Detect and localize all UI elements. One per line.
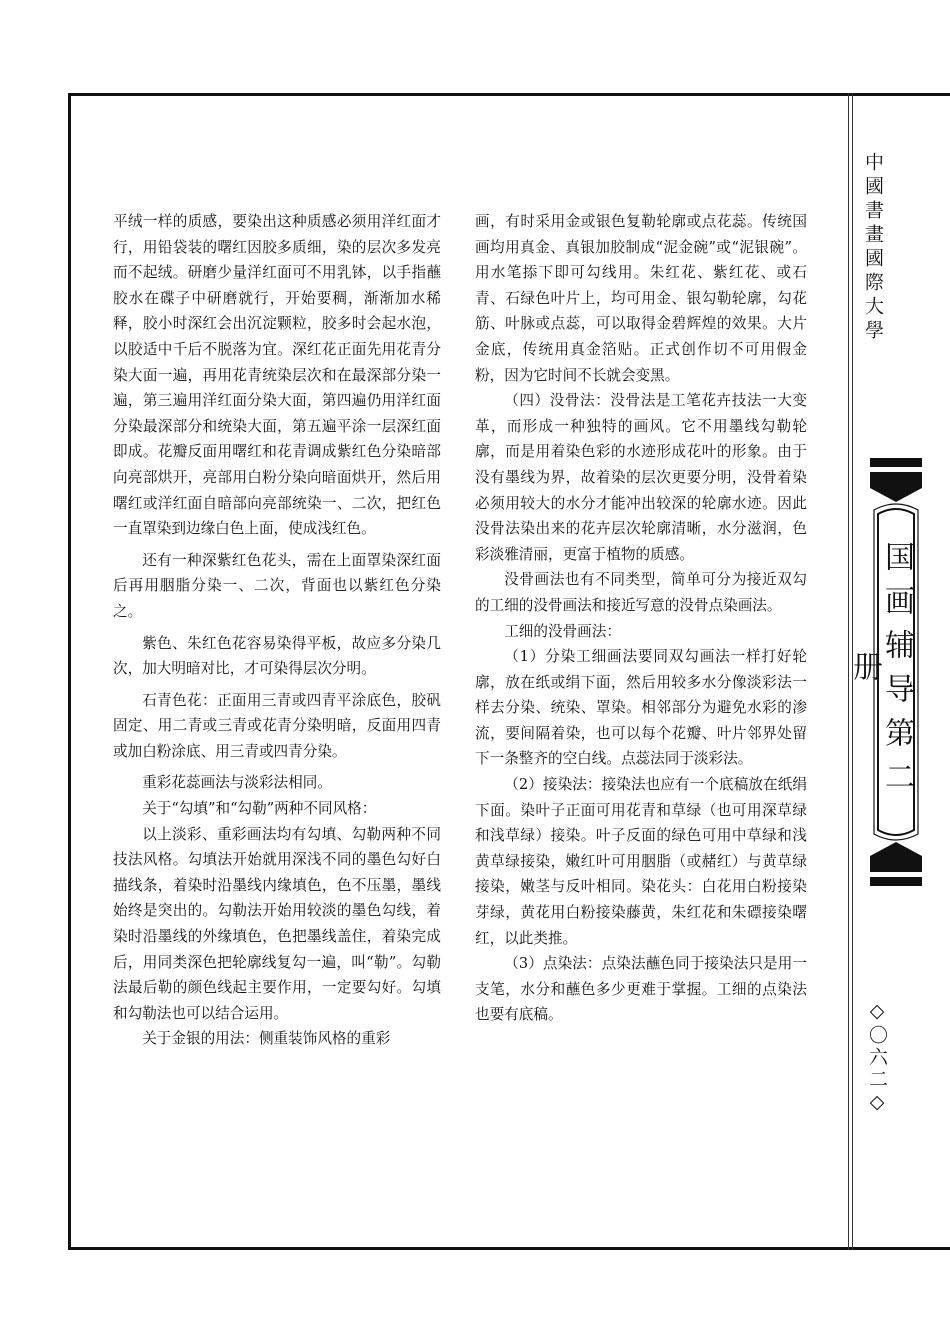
right-paragraph-6: （2）接染法：接染法也应有一个底稿放在纸绢下面。染叶子正面可用花青和草绿（也可用深草绿和浅草绿）接染。叶子反面的绿色可用中草绿和浅黄草绿接染，嫩红叶可用胭脂（或赭红）与黄草绿接染，嫩茎与反叶相同。染花头：白花用白粉接染芽绿，黄花用白粉接染藤黄，朱红花和朱磦接染曙红，以此类推。 [475, 776, 807, 947]
left-paragraph-5: 重彩花蕊画法与淡彩法相同。 [142, 774, 332, 792]
right-paragraph-7: （3）点染法：点染法蘸色同于接染法只是用一支笔，水分和蘸色多少更难于掌握。工细的点染法也要有底稿。 [475, 955, 807, 1024]
left-paragraph-8: 关于金银的用法：侧重装饰风格的重彩 [142, 1030, 391, 1048]
sidebar-title: 中國書畫國際大學 [862, 152, 884, 344]
banner-title: 国画辅导第二册 [847, 541, 914, 805]
left-paragraph-1: 平绒一样的质感，要染出这种质感必须用洋红面才行，用铅袋装的曙红因胶多质细，染的层次多发亮而不起绒。研磨少量洋红面可不用乳钵，以手指蘸胶水在碟子中研磨就行，开始要稠，渐渐加水稀释，胶小时深红会出沉淀颗粒，胶多时会起水泡，以胶适中千后不脱落为宜。深红花正面先用花青分染大面一遍，再用花青统染层次和在最深部分染一遍，第三遍用洋红面分染大面，第四遍仍用洋红面分染最深部分和统染大面，第五遍平涂一层深红面即成。花瓣反面用曙红和花青调成紫红色分染暗部向亮部烘开，亮部用白粉分染向暗面烘开，然后用曙红或洋红面自暗部向亮部统染一、二次，把红色一直罩染到边缘白色上面，使成浅红色。 [113, 213, 441, 538]
left-text-column [113, 209, 441, 1052]
right-paragraph-4: 工细的没骨画法： [504, 622, 621, 640]
left-paragraph-7: 以上淡彩、重彩画法均有勾填、勾勒两种不同技法风格。勾填法开始就用深浅不同的墨色勾好白描线条，着染时沿墨线内缘填色，色不压墨，墨线始终是突出的。勾勒法开始用较淡的墨色勾线，着染时沿墨线的外缘填色，色把墨线盖住，着染完成后，用同类深色把轮廓线复勾一遍，叫“勒”。勾勒法最后勒的颜色线起主要作用，一定要勾好。勾填和勾勒法也可以结合运用。 [113, 825, 441, 1022]
page-number: ◇〇六二◇ [866, 1000, 888, 1116]
right-paragraph-1: 画，有时采用金或银色复勒轮廓或点花蕊。传统国画均用真金、真银加胶制成“泥金碗”或“泥银碗”。用水笔掭下即可勾线用。朱红花、紫红花、或石青、石绿色叶片上，均可用金、银勾勒轮廓，勾花筋、叶脉或点蕊，可以取得金碧辉煌的效果。大片金底，传统用真金箔贴。正式创作切不可用假金粉，因为它时间不长就会变黑。 [475, 213, 807, 384]
left-paragraph-4: 石青色花：正面用三青或四青平涂底色，胶矾固定、用二青或三青或花青分染明暗，反面用四青或加白粉涂底、用三青或四青分染。 [113, 691, 441, 760]
right-paragraph-5: （1）分染工细画法要同双勾画法一样打好轮廓，放在纸或绢下面，然后用较多水分像淡彩法一样去分染、统染、罩染。相邻部分为避免水彩的渗流，要间隔着染，也可以每个花瓣、叶片邻界处留下一条整齐的空白线。点蕊法同于淡彩法。 [475, 648, 807, 768]
left-paragraph-6: 关于“勾填”和“勾勒”两种不同风格： [142, 800, 377, 818]
left-paragraph-2: 还有一种深紫红色花头，需在上面罩染深红面后再用胭脂分染一、二次，背面也以紫红色分染之。 [113, 551, 441, 620]
left-paragraph-3: 紫色、朱红色花容易染得平板，故应多分染几次，加大明暗对比，才可染得层次分明。 [113, 634, 441, 678]
right-paragraph-2: （四）没骨法：没骨法是工笔花卉技法一大变革，而形成一种独特的画风。它不用墨线勾勒轮廓，而是用着染色彩的水迹形成花叶的形象。由于没有墨线为界，故着染的层次更要分明，没骨着染必须用较大的水分才能冲出较深的轮廓水迹。因此没骨法染出来的花卉层次轮廓清晰，水分滋润，色彩淡雅清丽，更富于植物的质感。 [475, 392, 807, 563]
right-paragraph-3: 没骨画法也有不同类型，简单可分为接近双勾的工细的没骨画法和接近写意的没骨点染画法。 [475, 571, 807, 614]
right-text-column [475, 209, 807, 1028]
